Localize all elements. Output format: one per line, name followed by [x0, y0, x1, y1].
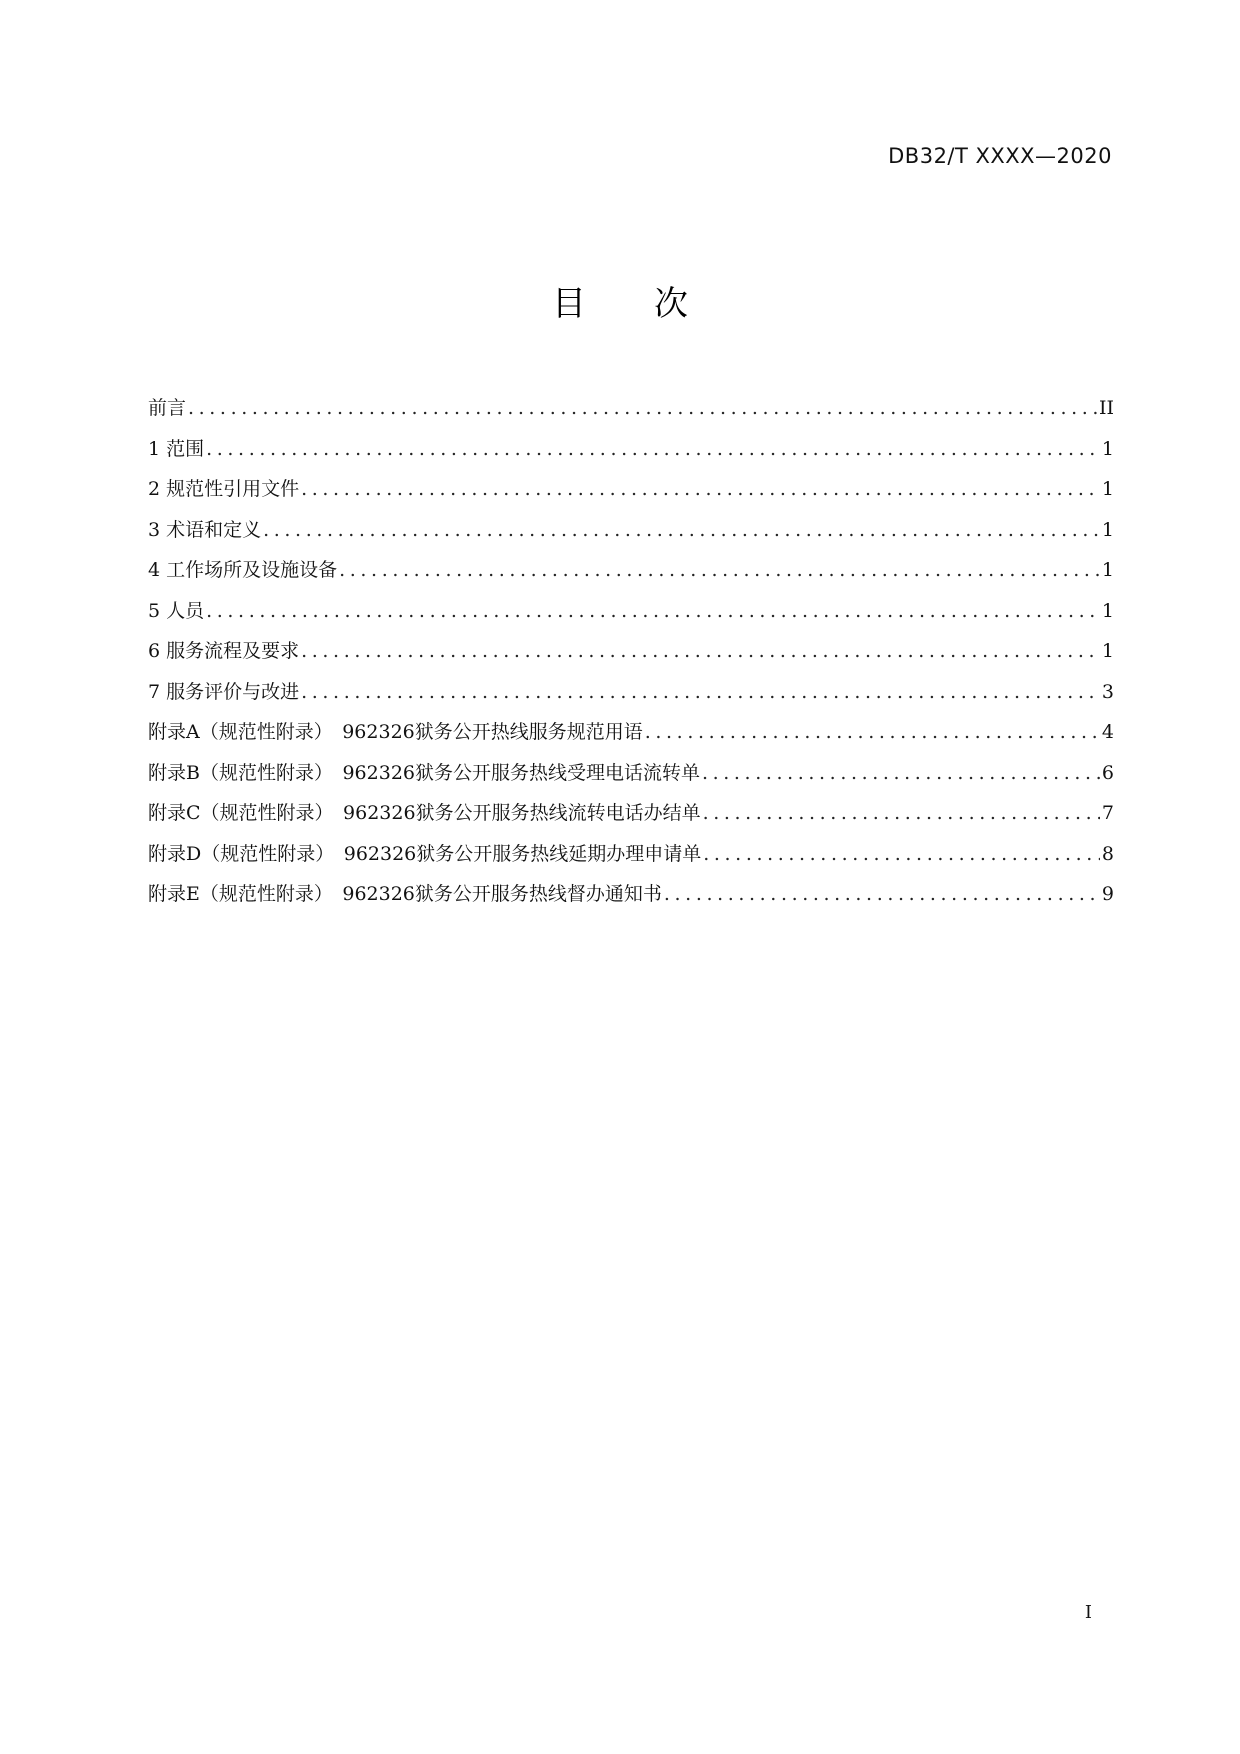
toc-dot-leader	[188, 395, 1097, 421]
toc-entry-appendix-c[interactable]	[148, 800, 1114, 841]
toc-dot-leader	[702, 760, 1100, 786]
toc-entry-page: 6	[1101, 761, 1114, 784]
toc-dot-leader	[206, 436, 1100, 462]
toc-entry-label: 附录C（规范性附录） 962326狱务公开服务热线流转电话办结单	[148, 802, 701, 824]
toc-entry-label: 6 服务流程及要求	[148, 640, 300, 662]
toc-entry-page: 9	[1101, 883, 1114, 905]
toc-entry-page: 3	[1101, 680, 1114, 703]
toc-entry-scope[interactable]	[148, 436, 1114, 477]
toc-entry-label: 2 规范性引用文件	[148, 478, 300, 500]
toc-entry-label: 5 人员	[148, 599, 205, 622]
toc-entry-label: 附录D（规范性附录） 962326狱务公开服务热线延期办理申请单	[148, 842, 702, 865]
toc-entry-label: 附录E（规范性附录） 962326狱务公开服务热线督办通知书	[148, 883, 662, 905]
toc-entry-page: 1	[1101, 437, 1114, 460]
page-title: 目 次	[552, 284, 688, 324]
toc-entry-page: II	[1098, 397, 1114, 419]
toc-dot-leader	[703, 800, 1100, 826]
toc-entry-page: 8	[1101, 842, 1114, 865]
toc-entry-label: 前言	[148, 397, 187, 419]
toc-entry-service-evaluation[interactable]	[148, 679, 1114, 720]
toc-entry-label: 附录A（规范性附录） 962326狱务公开热线服务规范用语	[148, 721, 643, 743]
toc-entry-label: 3 术语和定义	[148, 518, 262, 541]
toc-entry-page: 7	[1101, 802, 1114, 824]
toc-entry-appendix-e[interactable]	[148, 881, 1114, 922]
page-number: I	[1084, 1602, 1092, 1623]
toc-entry-workplace-facilities[interactable]	[148, 557, 1114, 598]
toc-dot-leader	[206, 598, 1100, 624]
toc-entry-personnel[interactable]	[148, 598, 1114, 639]
toc-dot-leader	[703, 841, 1100, 867]
toc-entry-label: 1 范围	[148, 437, 205, 460]
toc-entry-page: 1	[1101, 640, 1114, 662]
toc-entry-page: 1	[1101, 478, 1114, 500]
toc-dot-leader	[645, 719, 1100, 745]
toc-entry-label: 附录B（规范性附录） 962326狱务公开服务热线受理电话流转单	[148, 761, 700, 784]
toc-entry-terms-definitions[interactable]	[148, 517, 1114, 558]
toc-entry-label: 4 工作场所及设施设备	[148, 559, 338, 581]
toc-entry-appendix-b[interactable]	[148, 760, 1114, 801]
toc-entry-page: 1	[1101, 559, 1114, 581]
toc-dot-leader	[339, 557, 1100, 583]
toc-dot-leader	[664, 881, 1100, 907]
toc-entry-foreword[interactable]	[148, 395, 1114, 436]
toc-entry-normative-references[interactable]	[148, 476, 1114, 517]
document-code: DB32/T XXXX—2020	[888, 144, 1112, 168]
toc-dot-leader	[301, 679, 1100, 705]
table-of-contents	[148, 395, 1114, 922]
toc-entry-appendix-d[interactable]	[148, 841, 1114, 882]
toc-dot-leader	[263, 517, 1100, 543]
toc-dot-leader	[301, 638, 1100, 664]
toc-entry-page: 4	[1101, 721, 1114, 743]
toc-entry-service-process[interactable]	[148, 638, 1114, 679]
toc-entry-page: 1	[1101, 518, 1114, 541]
toc-entry-appendix-a[interactable]	[148, 719, 1114, 760]
toc-entry-label: 7 服务评价与改进	[148, 680, 300, 703]
toc-entry-page: 1	[1101, 599, 1114, 622]
toc-dot-leader	[301, 476, 1100, 502]
